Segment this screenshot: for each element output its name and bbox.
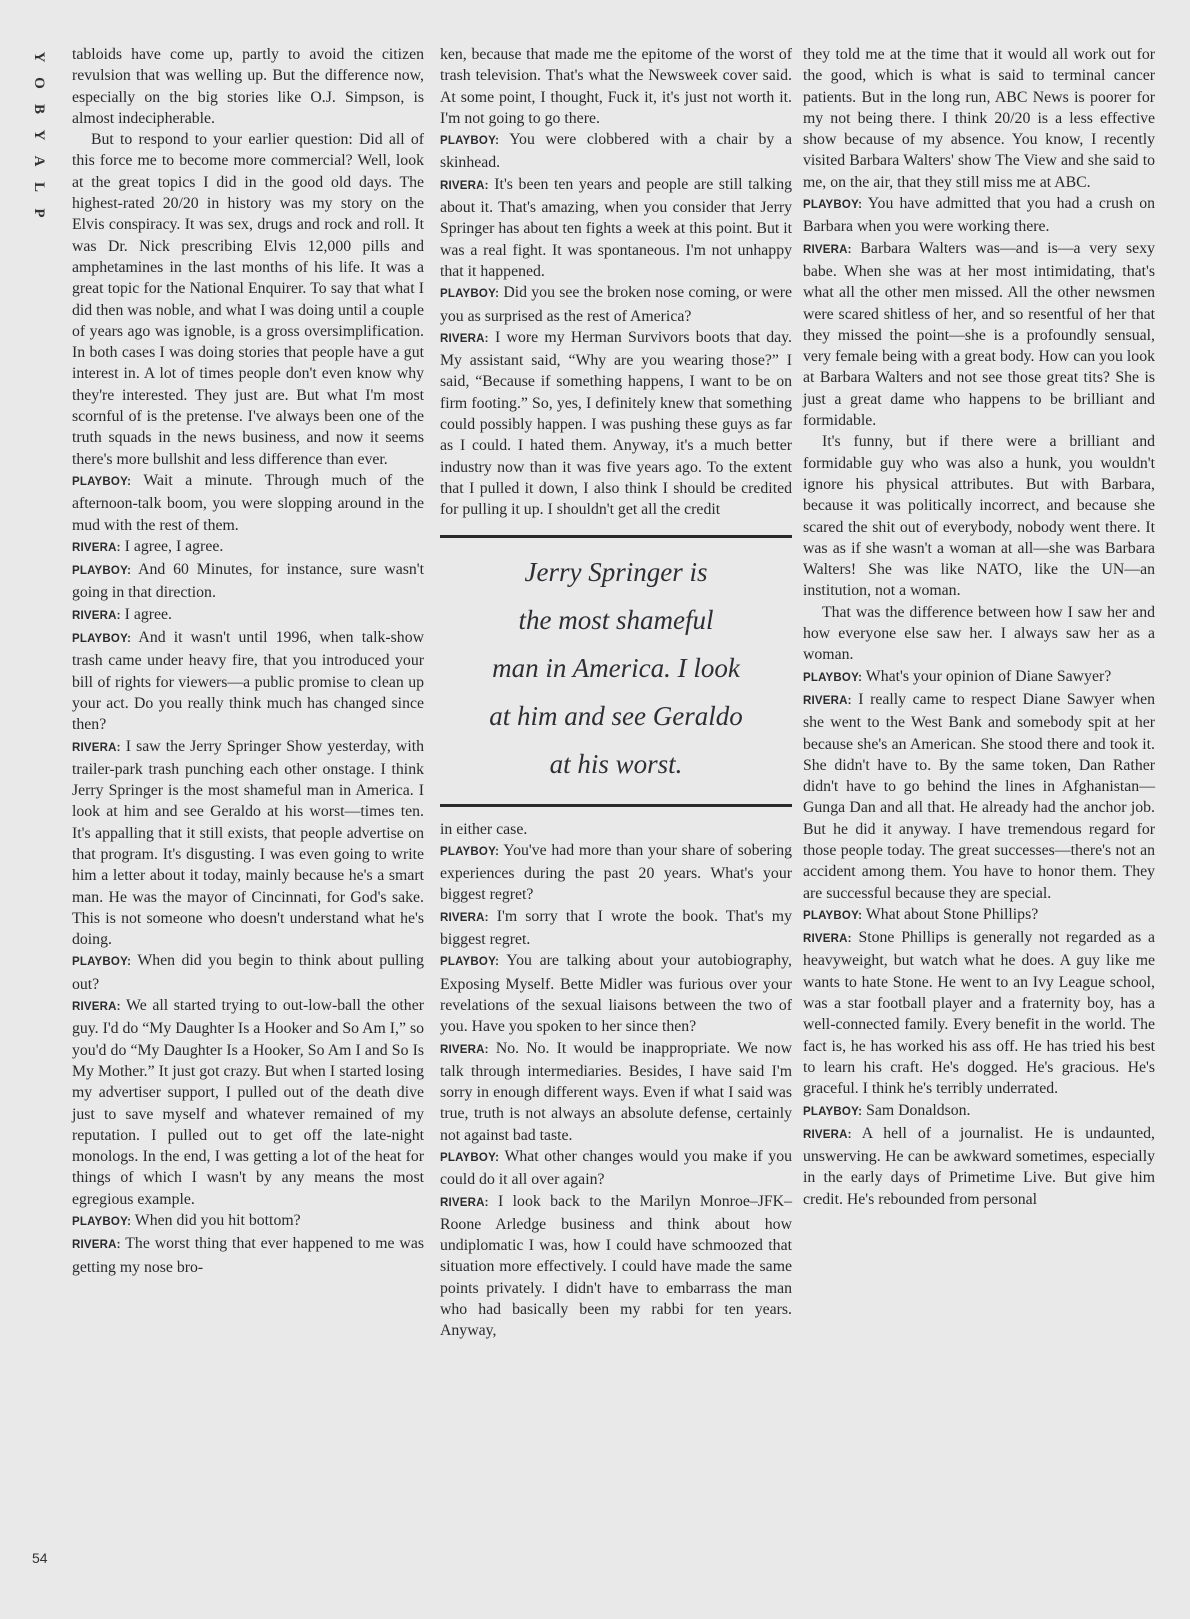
paragraph-text: I really came to respect Diane Sawyer when she went to the West Bank and somebody spit at her because she's an American. She stood there and took it. She didn't have to. By the same token, Dan Rather didn't have to go behind the lines in Afghanistan—Gunga Dan and all that. He already had the anchor job. But he did it anyway. I have tremendous regard for those people today. The great successes—there's not an accident among them. You have to honor them. They are successful because they are special. <box>803 690 1156 902</box>
speaker-label: PLAYBOY: <box>72 633 132 646</box>
masthead-letter: Y <box>31 129 47 141</box>
masthead-letter: P <box>31 208 47 218</box>
speaker-label: PLAYBOY: <box>72 956 132 969</box>
paragraph-text: ken, because that made me the epitome of the worst of trash television. That's what the Newsweek cover said. At some point, I thought, Fuck it, it's just not worth it. I'm not going to go there. <box>440 46 792 127</box>
paragraph-text: No. No. It would be inappropriate. We now talk through intermediaries. Besides, I have said I'm sorry in enough different ways. Even if what I said was true, truth is not always an absolute defense, certainly not against bad taste. <box>440 1039 792 1144</box>
pull-quote-line: at his worst. <box>549 748 683 779</box>
dialogue-paragraph <box>72 1210 424 1233</box>
dialogue-paragraph <box>803 238 1155 432</box>
dialogue-paragraph <box>440 1038 792 1146</box>
speaker-label: RIVERA: <box>803 694 852 707</box>
paragraph-text: What about Stone Phillips? <box>865 905 1039 923</box>
dialogue-paragraph <box>440 950 792 1037</box>
paragraph-text: That was the difference between how I saw her and how everyone else saw her. I always saw her as a woman. <box>803 603 1155 664</box>
paragraph-text: Sam Donaldson. <box>866 1101 971 1119</box>
paragraph-text: What other changes would you make if you could do it all over again? <box>440 1147 792 1189</box>
masthead-letter: O <box>31 77 47 89</box>
pull-quote-line: the most shameful <box>518 604 714 635</box>
paragraph-text: I agree, I agree. <box>124 537 224 555</box>
dialogue-paragraph <box>803 1123 1155 1210</box>
speaker-label: PLAYBOY: <box>803 199 863 212</box>
speaker-label: PLAYBOY: <box>440 135 500 148</box>
speaker-label: PLAYBOY: <box>440 288 500 301</box>
speaker-label: RIVERA: <box>72 741 121 754</box>
paragraph-text: Did you see the broken nose coming, or were you as surprised as the rest of America? <box>440 284 792 325</box>
dialogue-paragraph <box>72 470 424 536</box>
paragraph-text: You are talking about your autobiography, Exposing Myself. Bette Midler was furious over your revelations of the sexual liaisons between the two of you. Have you spoken to her since then? <box>440 952 792 1036</box>
dialogue-paragraph <box>72 736 424 951</box>
paragraph-text: Stone Phillips is generally not regarded as a heavyweight, but watch what he does. A guy like me wants to hate Stone. He went to an Ivy League school, was a star football player and a fraternity boy, has a well-connected family. Every benefit in the world. The fact is, he has worked his ass off. He has tried his best to learn his craft. He's dogged. He's gracious. He's graceful. I think he's terribly underrated. <box>803 929 1155 1098</box>
masthead-letter: A <box>31 155 47 167</box>
paragraph-text: A hell of a journalist. He is undaunted, unswerving. He can be awkward sometimes, especially in the early days of Primetime Live. But give him credit. He's rebounded from personal <box>803 1124 1155 1208</box>
paragraph-text: And it wasn't until 1996, when talk-show trash came under heavy fire, that you introduced your bill of rights for viewers—a public promise to clean up your act. Do you really think much has changed since then? <box>72 629 424 734</box>
dialogue-paragraph <box>803 1100 1155 1123</box>
paragraph-text: I agree. <box>124 605 172 623</box>
paragraph-text: tabloids have come up, partly to avoid the citizen revulsion that was welling up. But the difference now, especially on the big stories like O.J. Simpson, is almost indecipherable. <box>72 46 424 127</box>
paragraph-text: We all started trying to out-low-ball the other guy. I'd do “My Daughter Is a Hooker and So Am I,” so you'd do “My Daughter Is a Hooker, So Am I and So Is My Mother.” It just got crazy. But when I started losing my advertiser support, I pulled out of the death dive just to save myself and whatever remained of my reputation. I pulled out to get off the late-night monologs. In the end, I was getting a lot of the heat for things of which I wasn't by any means the most egregious example. <box>72 997 424 1208</box>
speaker-label: RIVERA: <box>440 1043 489 1056</box>
column-2-bottom <box>440 819 792 1342</box>
speaker-label: PLAYBOY: <box>440 956 500 969</box>
body-paragraph <box>72 129 424 470</box>
speaker-label: PLAYBOY: <box>72 475 132 488</box>
column-3 <box>803 44 1155 1210</box>
dialogue-paragraph <box>803 904 1155 927</box>
dialogue-paragraph <box>72 950 424 995</box>
pull-quote <box>440 535 792 807</box>
speaker-label: RIVERA: <box>440 911 489 924</box>
speaker-label: RIVERA: <box>72 1239 121 1252</box>
speaker-label: RIVERA: <box>72 1001 121 1014</box>
speaker-label: RIVERA: <box>803 243 852 256</box>
paragraph-text: Barbara Walters was—and is—a very sexy babe. When she was at her most intimidating, that's what all the other men missed. All the other newsmen were scared shitless of her, and so resentful of her that they missed the point—she is a profoundly sensual, very female being with a great body. How can you look at Barbara Walters and not see those great tits? She is just a great dame who happens to be brilliant and formidable. <box>803 239 1155 430</box>
speaker-label: PLAYBOY: <box>440 845 500 858</box>
column-1 <box>72 44 424 1278</box>
dialogue-paragraph <box>440 174 792 282</box>
paragraph-text: And 60 Minutes, for instance, sure wasn't going in that direction. <box>72 561 424 602</box>
masthead-playboy <box>31 44 47 226</box>
paragraph-text: they told me at the time that it would all work out for the good, which is what is said to terminal cancer patients. But in the long run, ABC News is poorer for my not being there. I think 20/20 is a less effective show because of my absence. You know, I recently visited Barbara Walters' show The View and she said to me, on the air, that they still miss me at ABC. <box>803 46 1155 191</box>
paragraph-text: What's your opinion of Diane Sawyer? <box>865 667 1112 685</box>
dialogue-paragraph <box>440 282 792 327</box>
paragraph-text: But to respond to your earlier question: Did all of this force me to become more commercial? Well, look at the great topics I did in the good old days. The highest-rated 20/20 in history was my story on the Elvis conspiracy. It was sex, drugs and rock and roll. It was Dr. Nick prescribing Elvis 12,000 pills and amphetamines in the last months of his life. It was a great topic for the National Enquirer. To say that what I did then was noble, and what I was doing until a couple of years ago was ignoble, is a gross oversimplification. In both cases I was doing stories that people have a gut interest in. A lot of times people don't even know why they're interested. They just are. But what I'm most scornful of is the pretense. I've always been one of the truth squads in the news business, and now it seems there's more bullshit and less difference than ever. <box>72 131 424 468</box>
body-paragraph <box>803 602 1155 666</box>
body-paragraph <box>803 44 1155 193</box>
body-paragraph <box>440 44 792 129</box>
paragraph-text: The worst thing that ever happened to me was getting my nose bro- <box>72 1235 424 1276</box>
masthead-letter: Y <box>31 51 47 63</box>
dialogue-paragraph <box>72 1233 424 1278</box>
speaker-label: RIVERA: <box>440 1196 489 1209</box>
dialogue-paragraph <box>72 559 424 604</box>
body-paragraph <box>440 819 792 840</box>
paragraph-text: Wait a minute. Through much of the afternoon-talk boom, you were slopping around in the mud with the rest of them. <box>72 471 424 534</box>
dialogue-paragraph <box>72 536 424 559</box>
speaker-label: RIVERA: <box>803 933 852 946</box>
pull-quote-line: man in America. I look <box>492 652 740 683</box>
page-number: 54 <box>32 1550 48 1566</box>
dialogue-paragraph <box>803 193 1155 238</box>
paragraph-text: in either case. <box>440 820 528 838</box>
body-paragraph <box>72 44 424 129</box>
dialogue-paragraph <box>440 1191 792 1342</box>
dialogue-paragraph <box>72 995 424 1210</box>
dialogue-paragraph <box>440 840 792 906</box>
paragraph-text: I look back to the Marilyn Monroe–JFK–Roone Arledge business and think about how undiplomatic I was, how I could have schmoozed that situation more effectively. I could have made the same points privately. I didn't have to embarrass the man who had basically been my rabbi for ten years. Anyway, <box>440 1192 792 1340</box>
paragraph-text: When did you begin to think about pulling out? <box>72 952 424 993</box>
paragraph-text: When did you hit bottom? <box>134 1212 301 1230</box>
dialogue-paragraph <box>803 689 1155 904</box>
column-2 <box>440 44 792 1342</box>
paragraph-text: I'm sorry that I wrote the book. That's my biggest regret. <box>440 907 792 949</box>
speaker-label: PLAYBOY: <box>440 1151 500 1164</box>
paragraph-text: I wore my Herman Survivors boots that day. My assistant said, “Why are you wearing those?” I said, “Because if something happens, I want to be on firm footing.” So, yes, I definitely knew that something could possibly happen. I was pushing these guys as far as I could. I hated them. Anyway, it's a much better industry now than it was five years ago. To the extent that I pulled it down, I also think I should be credited for pulling it up. I shouldn't get all the credit <box>440 328 792 519</box>
masthead-letter: L <box>31 181 47 192</box>
paragraph-text: You've had more than your share of sobering experiences during the past 20 years. What's your biggest regret? <box>440 841 792 904</box>
dialogue-paragraph <box>803 666 1155 689</box>
pull-quote-line: at him and see Geraldo <box>489 700 743 731</box>
column-2-top <box>440 44 792 521</box>
speaker-label: PLAYBOY: <box>72 1216 132 1229</box>
dialogue-paragraph <box>440 1146 792 1191</box>
body-paragraph <box>803 431 1155 601</box>
masthead-letter: B <box>31 103 47 114</box>
dialogue-paragraph <box>440 327 792 521</box>
speaker-label: RIVERA: <box>440 332 489 345</box>
paragraph-text: It's funny, but if there were a brilliant and formidable guy who was also a hunk, you wouldn't ignore his physical attributes. But with Barbara, because it was politically incorrect, and because she scared the shit out of everybody, nobody went there. It was as if she wasn't a woman at all—she was Barbara Walters! She was like NATO, like the UN—an institution, not a woman. <box>803 433 1155 600</box>
dialogue-paragraph <box>72 627 424 735</box>
speaker-label: PLAYBOY: <box>803 1105 863 1118</box>
speaker-label: RIVERA: <box>72 609 121 622</box>
speaker-label: RIVERA: <box>803 1128 852 1141</box>
dialogue-paragraph <box>440 129 792 174</box>
speaker-label: PLAYBOY: <box>803 909 863 922</box>
dialogue-paragraph <box>803 927 1155 1099</box>
speaker-label: PLAYBOY: <box>72 565 132 578</box>
pull-quote-line: Jerry Springer is <box>524 556 708 587</box>
paragraph-text: You were clobbered with a chair by a skinhead. <box>440 131 792 172</box>
speaker-label: RIVERA: <box>440 179 489 192</box>
paragraph-text: It's been ten years and people are still talking about it. That's amazing, when you consider that Jerry Springer has about ten fights a week at this point. But it was a real fight. It was spontaneous. I'm not unhappy that it happened. <box>440 175 792 280</box>
dialogue-paragraph <box>440 906 792 951</box>
paragraph-text: You have admitted that you had a crush on Barbara when you were working there. <box>803 195 1155 236</box>
paragraph-text: I saw the Jerry Springer Show yesterday, with trailer-park trash punching each other onstage. I think Jerry Springer is the most shameful man in America. I look at him and see Geraldo at his worst—times ten. It's appalling that it still exists, that people advertise on that program. It's disgusting. I was even going to write him a letter about it today, mainly because he's a smart man. He was the mayor of Cincinnati, for God's sake. This is not someone who doesn't understand what he's doing. <box>72 737 424 949</box>
dialogue-paragraph <box>72 604 424 627</box>
speaker-label: RIVERA: <box>72 541 121 554</box>
speaker-label: PLAYBOY: <box>803 671 863 684</box>
